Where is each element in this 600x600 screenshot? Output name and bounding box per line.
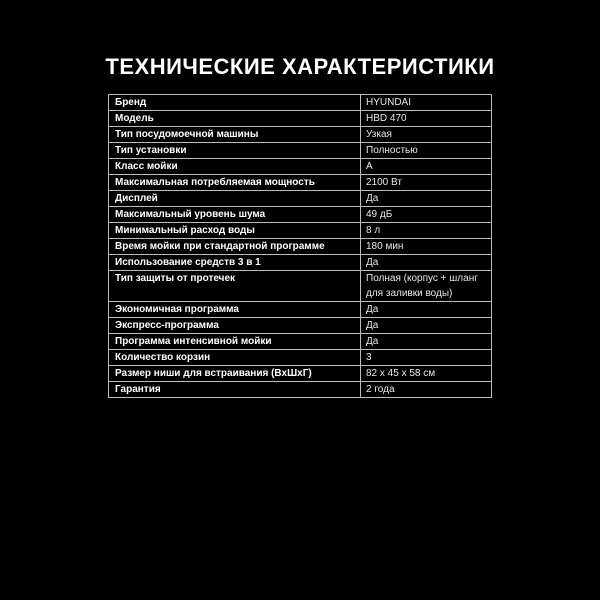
- spec-label: Экспресс-программа: [109, 318, 361, 334]
- spec-value: HYUNDAI: [361, 95, 492, 111]
- spec-label: Бренд: [109, 95, 361, 111]
- spec-value: HBD 470: [361, 111, 492, 127]
- table-row: [109, 191, 492, 207]
- spec-label: Программа интенсивной мойки: [109, 334, 361, 350]
- spec-value: Да: [361, 302, 492, 318]
- spec-label: Время мойки при стандартной программе: [109, 239, 361, 255]
- spec-label: Класс мойки: [109, 159, 361, 175]
- spec-label: Минимальный расход воды: [109, 223, 361, 239]
- table-row: [109, 302, 492, 318]
- table-row: [109, 239, 492, 255]
- table-row: [109, 366, 492, 382]
- page-title: ТЕХНИЧЕСКИЕ ХАРАКТЕРИСТИКИ: [105, 54, 495, 79]
- table-row: [109, 382, 492, 398]
- spec-value: 180 мин: [361, 239, 492, 255]
- spec-value: 8 л: [361, 223, 492, 239]
- spec-value: Полностью: [361, 143, 492, 159]
- spec-value: 82 x 45 x 58 см: [361, 366, 492, 382]
- spec-value: 49 дБ: [361, 207, 492, 223]
- spec-label: Тип установки: [109, 143, 361, 159]
- spec-label: Дисплей: [109, 191, 361, 207]
- spec-label: Размер ниши для встраивания (ВхШхГ): [109, 366, 361, 382]
- spec-label: Тип защиты от протечек: [109, 271, 361, 302]
- table-row: [109, 334, 492, 350]
- spec-value: Да: [361, 318, 492, 334]
- table-row: [109, 255, 492, 271]
- spec-label: Количество корзин: [109, 350, 361, 366]
- spec-value: 2100 Вт: [361, 175, 492, 191]
- table-row: [109, 271, 492, 302]
- table-row: [109, 207, 492, 223]
- spec-value: Да: [361, 334, 492, 350]
- spec-label: Тип посудомоечной машины: [109, 127, 361, 143]
- spec-value: 2 года: [361, 382, 492, 398]
- spec-value: Узкая: [361, 127, 492, 143]
- table-row: [109, 159, 492, 175]
- table-row: [109, 95, 492, 111]
- spec-value: A: [361, 159, 492, 175]
- spec-value: Полная (корпус + шланг для заливки воды): [361, 271, 492, 302]
- spec-label: Модель: [109, 111, 361, 127]
- spec-value: Да: [361, 255, 492, 271]
- spec-label: Максимальная потребляемая мощность: [109, 175, 361, 191]
- spec-label: Гарантия: [109, 382, 361, 398]
- table-row: [109, 223, 492, 239]
- spec-value: Да: [361, 191, 492, 207]
- table-row: [109, 111, 492, 127]
- table-row: [109, 318, 492, 334]
- spec-value: 3: [361, 350, 492, 366]
- specs-table: [108, 94, 492, 398]
- table-row: [109, 350, 492, 366]
- spec-label: Максимальный уровень шума: [109, 207, 361, 223]
- table-row: [109, 175, 492, 191]
- table-row: [109, 143, 492, 159]
- table-row: [109, 127, 492, 143]
- spec-label: Экономичная программа: [109, 302, 361, 318]
- spec-label: Использование средств 3 в 1: [109, 255, 361, 271]
